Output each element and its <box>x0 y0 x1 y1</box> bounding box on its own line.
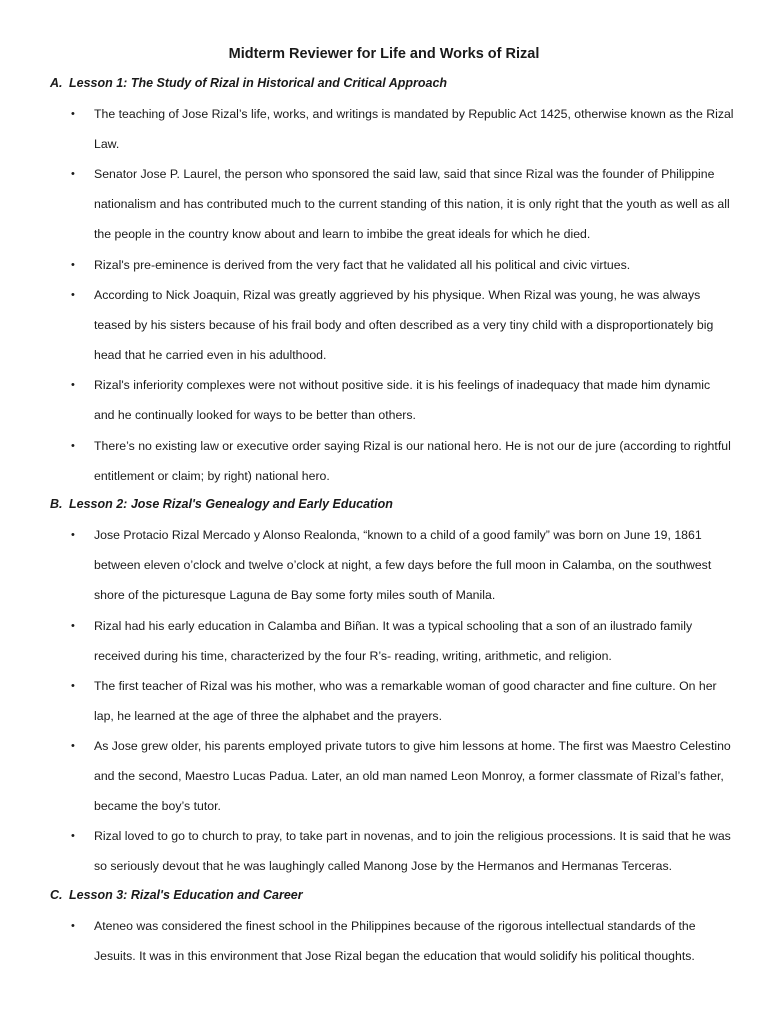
section-title: Lesson 3: Rizal's Education and Career <box>69 888 303 902</box>
section-letter: B. <box>50 497 63 511</box>
page-title: Midterm Reviewer for Life and Works of Rizal <box>228 46 540 62</box>
section-heading-c <box>50 888 303 902</box>
section-letter: A. <box>50 76 63 90</box>
list-item: • There’s no existing law or executive order saying Rizal is our national hero. He is not our de jure (according to rightful entitlement or claim; by right) national hero. <box>94 431 734 491</box>
list-item: • Rizal's inferiority complexes were not without positive side. it is his feelings of inadequacy that made him dynamic and he continually looked for ways to be better than others. <box>94 370 734 430</box>
list-item: • As Jose grew older, his parents employed private tutors to give him lessons at home. The first was Maestro Celestino and the second, Maestro Lucas Padua. Later, an old man named Leon Monroy, a former classmate of Rizal’s father, became the boy’s tutor. <box>94 731 734 821</box>
list-item: • Ateneo was considered the finest school in the Philippines because of the rigorous intellectual standards of the Jesuits. It was in this environment that Jose Rizal began the education that would solidify his political thoughts. <box>94 911 734 971</box>
list-item: • Rizal had his early education in Calamba and Biñan. It was a typical schooling that a son of an ilustrado family received during his time, characterized by the four R’s- reading, writing, arithmetic, and religion. <box>94 611 734 671</box>
list-item: • Rizal loved to go to church to pray, to take part in novenas, and to join the religious processions. It is said that he was so seriously devout that he was laughingly called Manong Jose by the Hermanos and Hermanas Terceras. <box>94 821 734 881</box>
list-item: • The first teacher of Rizal was his mother, who was a remarkable woman of good character and fine culture. On her lap, he learned at the age of three the alphabet and the prayers. <box>94 671 734 731</box>
section-heading-b <box>50 497 393 511</box>
section-title: Lesson 2: Jose Rizal's Genealogy and Early Education <box>69 497 393 511</box>
list-item: • According to Nick Joaquin, Rizal was greatly aggrieved by his physique. When Rizal was young, he was always teased by his sisters because of his frail body and often described as a very tiny child with a disproportionately big head that he carried even in his adulthood. <box>94 280 734 370</box>
list-item: • Senator Jose P. Laurel, the person who sponsored the said law, said that since Rizal was the founder of Philippine nationalism and has contributed much to the current standing of this nation, it is only right that the youth as well as all the people in the country know about and learn to imbibe the great ideals for which he died. <box>94 159 734 249</box>
section-title: Lesson 1: The Study of Rizal in Historical and Critical Approach <box>69 76 448 90</box>
list-item: • Rizal's pre-eminence is derived from the very fact that he validated all his political and civic virtues. <box>94 250 734 280</box>
section-heading-a <box>50 76 447 90</box>
list-item: • The teaching of Jose Rizal’s life, works, and writings is mandated by Republic Act 1425, otherwise known as the Rizal Law. <box>94 99 734 159</box>
list-item: • Jose Protacio Rizal Mercado y Alonso Realonda, “known to a child of a good family” was born on June 19, 1861 between eleven o’clock and twelve o’clock at night, a few days before the full moon in Calamba, on the southwest shore of the picturesque Laguna de Bay some forty miles south of Manila. <box>94 520 734 610</box>
section-letter: C. <box>50 888 63 902</box>
